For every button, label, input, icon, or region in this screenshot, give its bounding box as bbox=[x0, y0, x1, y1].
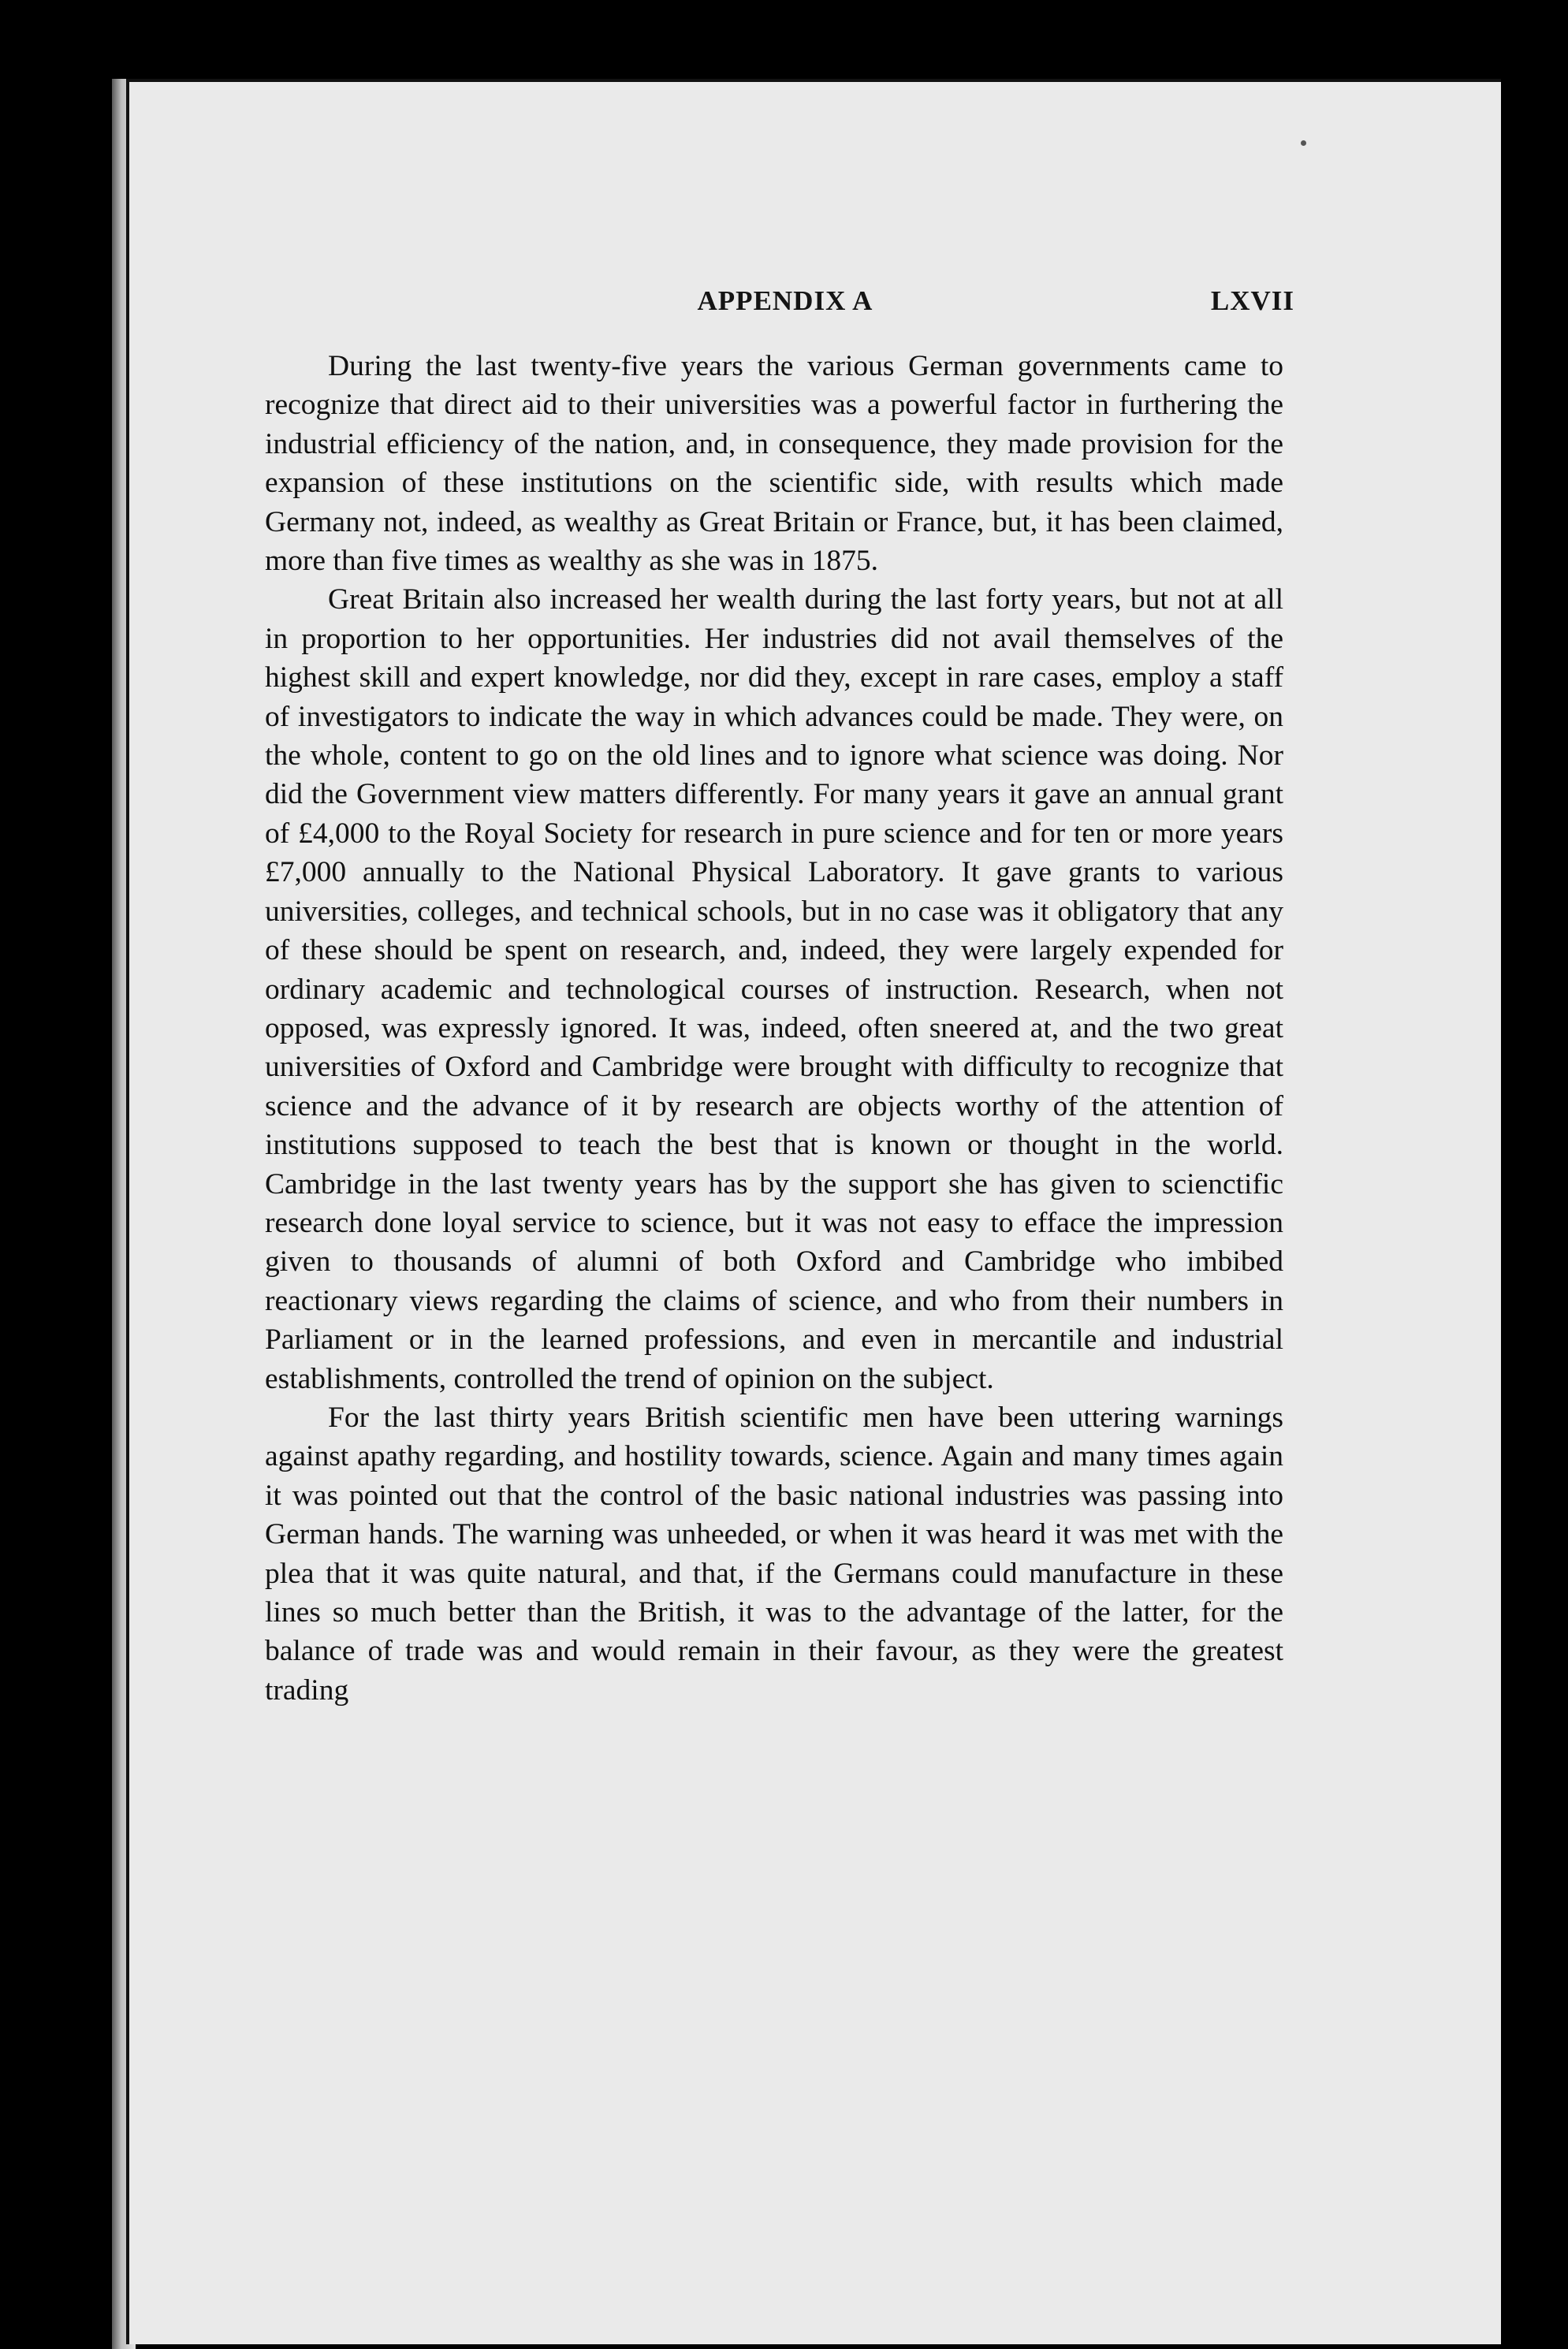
running-head: APPENDIX A bbox=[697, 285, 873, 316]
speck-mark bbox=[1301, 140, 1306, 146]
paragraph-1: During the last twenty-five years the various German governments came to recognize that direct aid to their universities was a powerful factor in furthering the industrial efficiency of the nation, and, in consequence, they made provision for the expansion of these institutions on the scientific side, with results which made Germany not, indeed, as wealthy as Great Britain or France, but, it has been claimed, more than five times as wealthy as she was in 1875. bbox=[265, 350, 1283, 578]
body-text bbox=[265, 347, 1283, 1710]
page-header bbox=[276, 285, 1294, 325]
paragraph-2: Great Britain also increased her wealth during the last forty years, but not at all in proportion to her opportunities. Her industries did not avail themselves of the highest skill and expert knowledge, nor did they, except in rare cases, employ a staff of investigators to indicate the way in which advances could be made. They were, on the whole, content to go on the old lines and to ignore what science was doing. Nor did the Government view matters differently. For many years it gave an annual grant of £4,000 to the Royal Society for research in pure science and for ten or more years £7,000 annually to the National Physical Laboratory. It gave grants to various universities, colleges, and technical schools, but in no case was it obligatory that any of these should be spent on research, and, indeed, they were largely expended for ordinary academic and technological courses of instruction. Research, when not opposed, was expressly ignored. It was, indeed, often sneered at, and the two great universities of Oxford and Cambridge were brought with difficulty to recognize that science and the advance of it by research are objects worthy of the attention of institutions supposed to teach the best that is known or thought in the world. Cambridge in the last twenty years has by the support she has given to scienctific research done loyal service to science, but it was not easy to efface the impression given to thousands of alumni of both Oxford and Cambridge who imbibed reactionary views regarding the claims of science, and who from their numbers in Parliament or in the learned professions, and even in mercantile and industrial establishments, controlled the trend of opinion on the subject. bbox=[265, 583, 1283, 1395]
paragraph-3: For the last thirty years British scientific men have been uttering warnings against apathy regarding, and hostility towards, science. Again and many times again it was pointed out that the control of the basic national industries was passing into German hands. The warning was unheeded, or when it was heard it was met with the plea that it was quite natural, and that, if the Germans could manufacture in these lines so much better than the British, it was to the advantage of the latter, for the balance of trade was and would remain in their favour, as they were the greatest trading bbox=[265, 1401, 1283, 1707]
page-number: LXVII bbox=[1210, 285, 1294, 316]
